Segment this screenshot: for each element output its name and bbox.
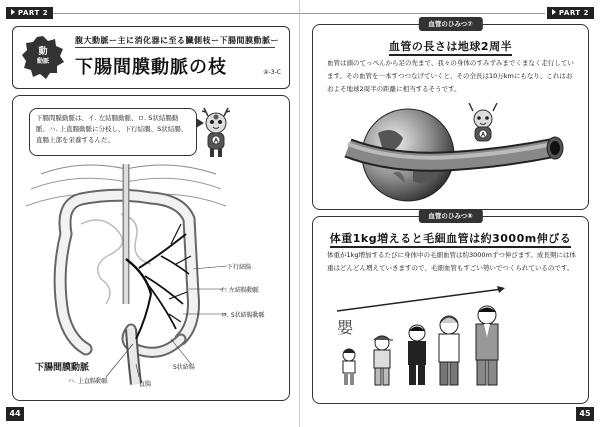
baby-scribble: 嬰	[337, 318, 354, 337]
right-page	[300, 0, 600, 427]
person-toddler	[343, 349, 355, 385]
part-tag	[6, 7, 53, 19]
label-superior-rectal-artery: ハ. 上直腸動脈	[68, 378, 108, 385]
card-title: 血管の長さは地球2周半	[389, 40, 512, 56]
card-tab: 血管のひみつ⑦	[418, 17, 482, 31]
header-rule	[300, 13, 545, 14]
reference-code: ④-3-C	[263, 69, 281, 76]
triangle-icon	[552, 9, 556, 15]
card-body: 体重が1kg増加するたびに身体中の毛細血管は約3000mずつ伸びます。成長期には体重はどんどん増えていきますので、毛細血管もすごい勢いでつくられているのです。	[327, 251, 576, 272]
person-student	[408, 325, 426, 385]
mascot-icon	[199, 106, 233, 158]
section-subtitle: 腹大動脈ー主に消化器に至る臓側枝ー下腸間膜動脈ー	[75, 36, 279, 45]
label-rectum: 直腸	[139, 381, 152, 388]
badge-main-text: 動	[38, 47, 48, 57]
subtitle-rule	[75, 47, 275, 48]
artery-badge	[21, 35, 65, 79]
anatomy-illustration	[21, 164, 231, 389]
part-tag	[547, 7, 594, 19]
card-title: 体重1kg増えると毛細血管は約3000m伸びる	[330, 232, 571, 248]
card-body: 血管は頭のてっぺんから足の先まで、我々の身体のすみずみまでくまなく走行しています。その血管を一本すつつなげていくと、その全長は10万kmにもなり、これはおおよそ地球2周半の距離に相当するそうです。	[327, 59, 574, 93]
label-inferior-mesenteric-artery: 下腸間膜動脈	[35, 363, 90, 373]
title-box	[12, 26, 290, 89]
mascot-letter: A	[213, 138, 219, 145]
header-rule	[50, 13, 299, 14]
page-number: 45	[576, 407, 594, 421]
part-tag-label: PART 2	[558, 9, 589, 17]
label-sigmoid-arteries: ロ. S状結腸動脈	[221, 312, 265, 319]
illustration-box	[12, 95, 290, 401]
growth-illustration	[327, 285, 577, 397]
speech-bubble: 下腸間膜動脈は、イ. 左結腸動脈、ロ. S状結腸動脈、ハ. 上直腸動脈に分枝し、下行結腸、S状結腸、直腸上部を栄養するんだ。	[29, 108, 197, 156]
label-left-colic-artery: イ. 左結腸動脈	[219, 287, 259, 294]
card-tab: 血管のひみつ⑧	[418, 209, 482, 223]
label-sigmoid-colon: S状結腸	[173, 364, 195, 371]
page-title: 下腸間膜動脈の枝	[75, 57, 227, 78]
triangle-icon	[11, 9, 15, 15]
mascot-icon	[469, 103, 497, 141]
person-young-man	[439, 316, 459, 385]
secret-card-capillary	[312, 212, 589, 404]
person-child	[374, 336, 393, 385]
label-descending-colon: 下行結腸	[227, 264, 252, 271]
badge-sub-text: 動脈	[36, 58, 49, 65]
globe-illustration	[333, 103, 573, 203]
mascot-letter: A	[480, 132, 486, 139]
part-tag-label: PART 2	[18, 9, 49, 17]
page-number: 44	[6, 407, 24, 421]
secret-card-vessel-length	[312, 20, 589, 210]
person-adult	[476, 306, 498, 385]
